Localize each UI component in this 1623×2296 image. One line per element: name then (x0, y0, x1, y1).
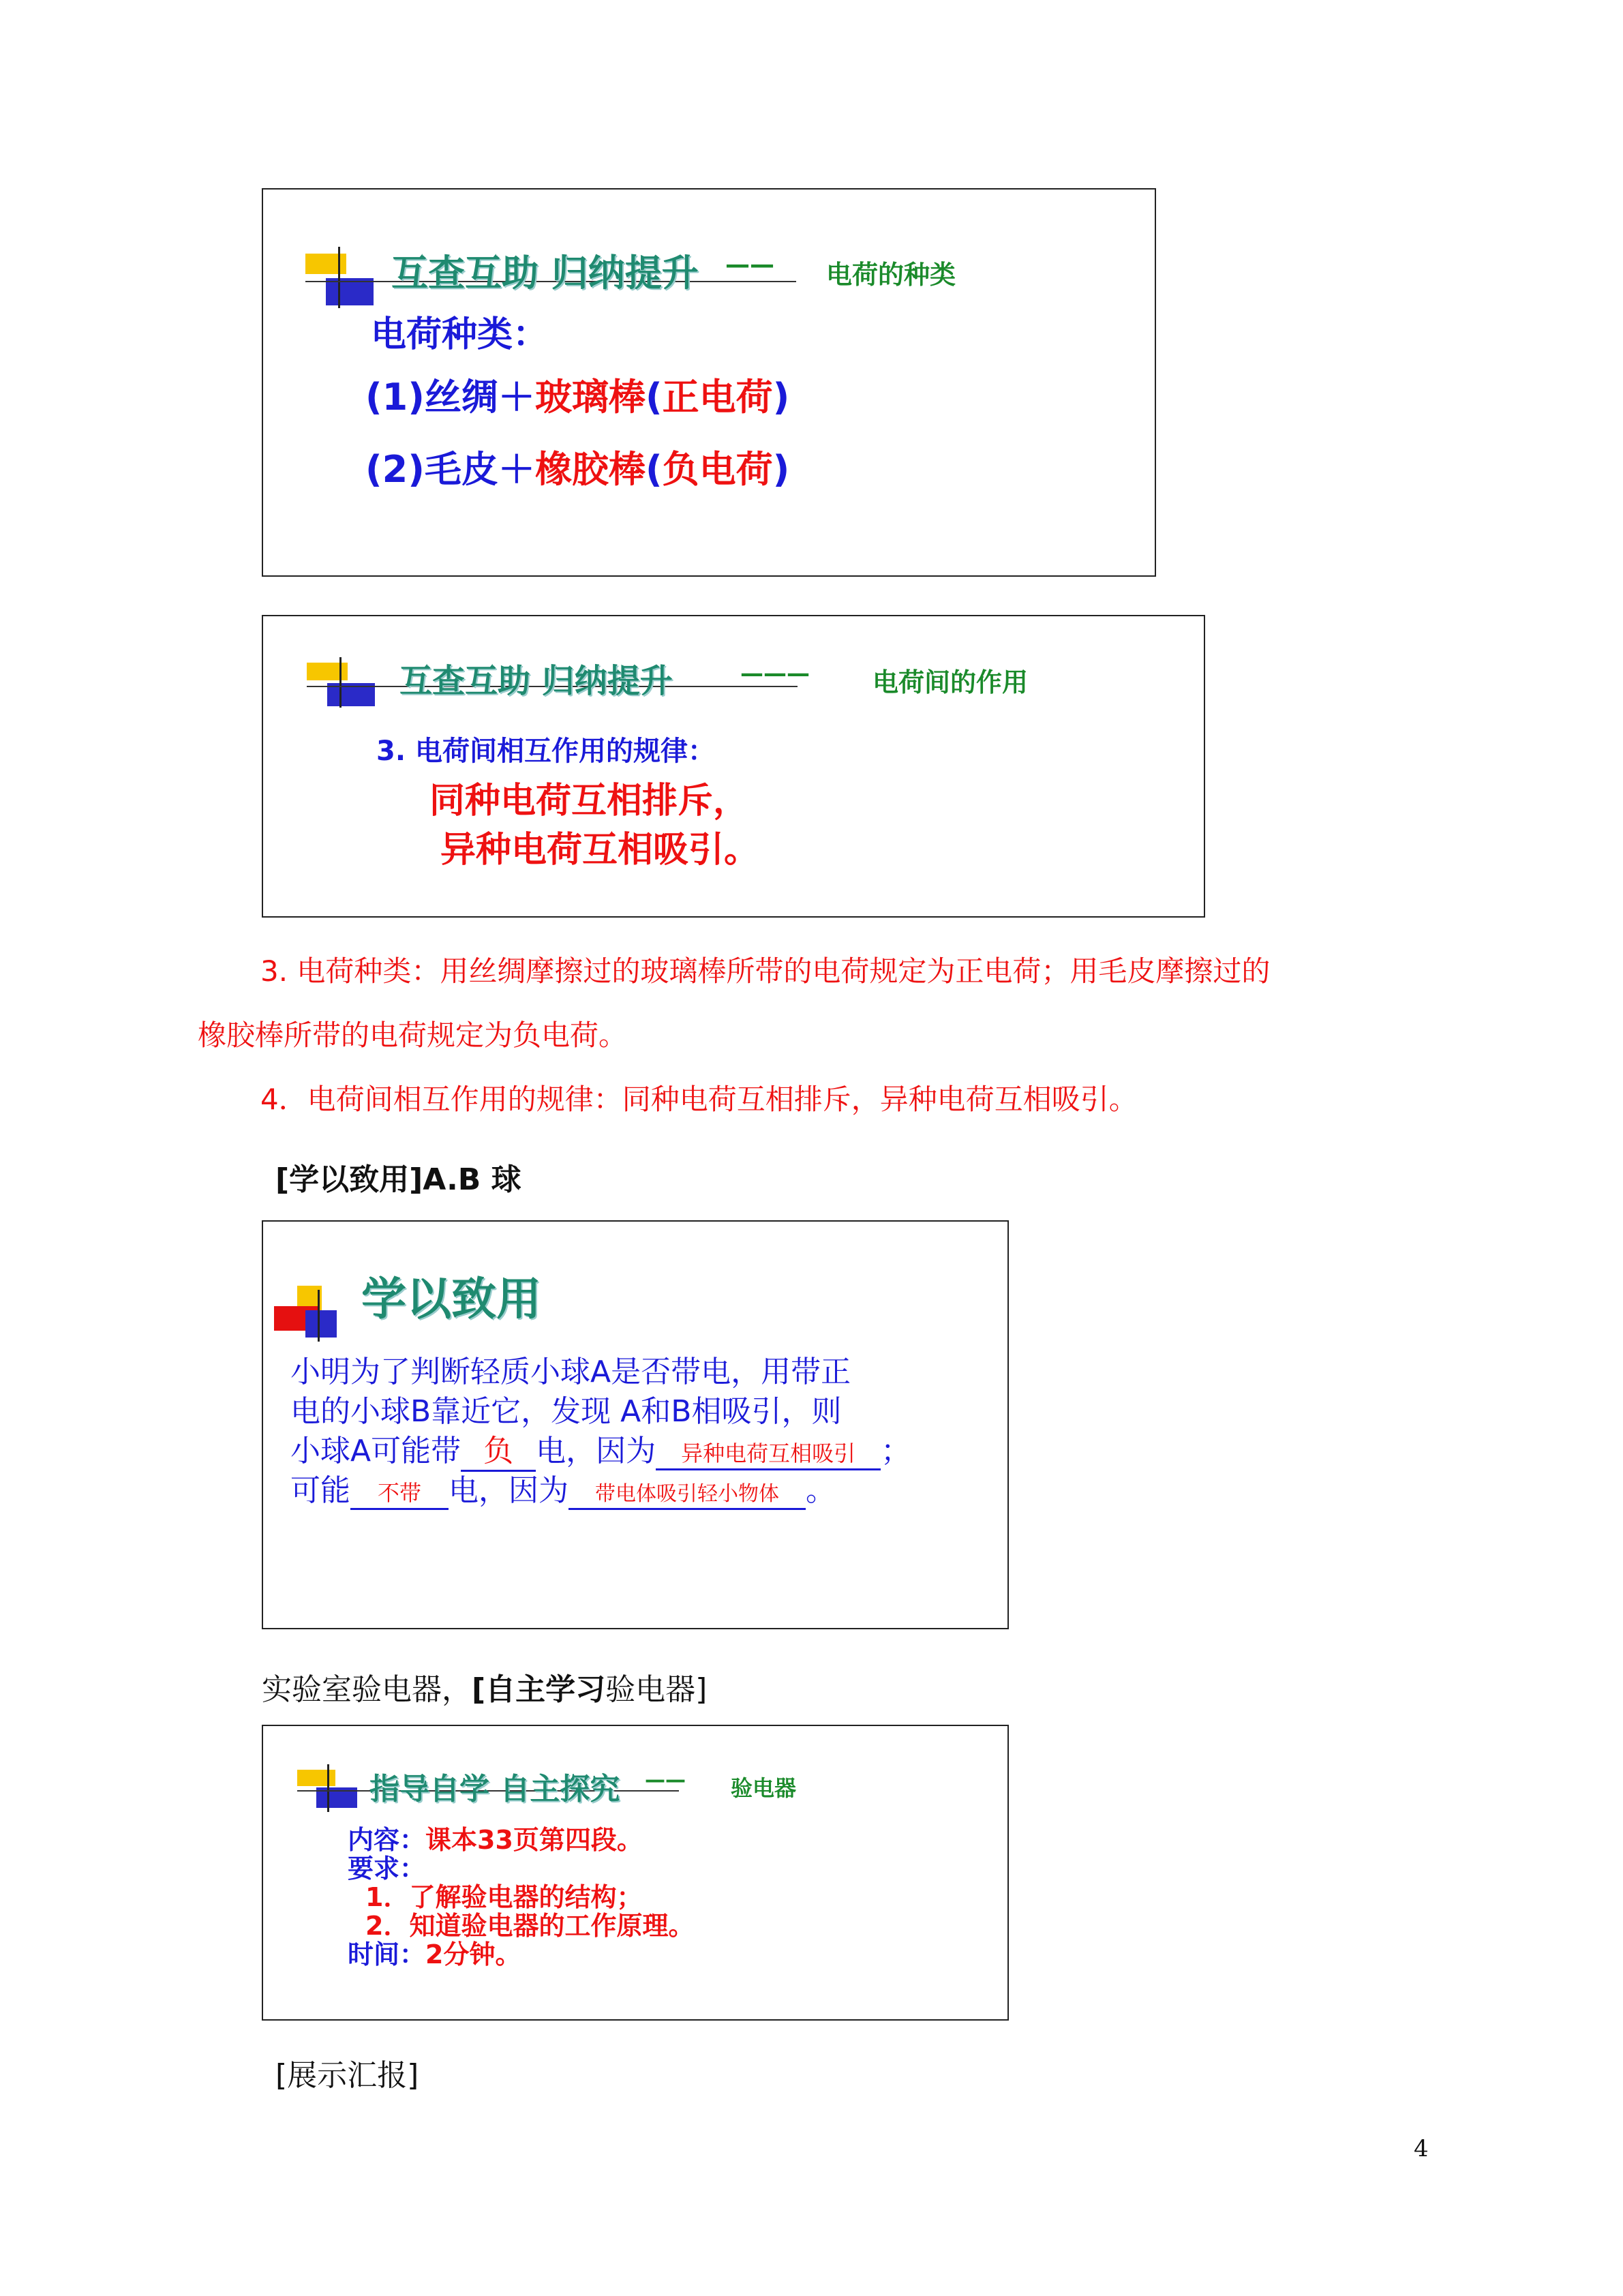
content-value: 课本33页第四段。 (425, 1825, 643, 1855)
answer-blank-3 (350, 1473, 449, 1510)
requirements-label: 要求： (348, 1854, 426, 1884)
paragraph-3-line-1: 3. 电荷种类：用丝绸摩擦过的玻璃棒所带的电荷规定为正电荷；用毛皮摩擦过的 (260, 954, 1271, 988)
line-2-part-b: 橡胶棒 (534, 448, 646, 491)
time-value: 2分钟。 (425, 1939, 521, 1969)
slide-apply (262, 1220, 1009, 1629)
q4-text-c: 。 (806, 1473, 836, 1508)
slide-subtitle: 验电器 (731, 1775, 797, 1801)
answer-blank-4 (568, 1473, 806, 1510)
slide-title: 互查互助 归纳提升 (399, 662, 673, 700)
line-2-paren-open: ( (645, 448, 663, 491)
slide-charge-interaction (262, 615, 1205, 918)
answer-blank-1 (461, 1426, 536, 1472)
q4-text-b: 电，因为 (449, 1473, 568, 1508)
paragraph-4: 4．电荷间相互作用的规律：同种电荷互相排斥，异种电荷互相吸引。 (260, 1083, 1138, 1116)
slide-charge-types (262, 188, 1156, 577)
requirement-1: 1．了解验电器的结构； (365, 1882, 643, 1912)
page-number: 4 (1414, 2135, 1429, 2162)
lab-text-a: 实验室验电器， (262, 1672, 472, 1707)
answer-1: 负 (483, 1434, 514, 1468)
q3-text-b: 电，因为 (536, 1434, 656, 1468)
heading: 电荷种类： (371, 314, 549, 355)
line-1-charge: 正电荷 (662, 376, 773, 419)
answer-2: 异种电荷互相吸引 (681, 1440, 856, 1466)
title-dash: ——— (740, 660, 810, 687)
title-dash: —— (645, 1768, 686, 1792)
logo-deco (297, 1770, 372, 1824)
question-line-2: 电的小球B靠近它，发现 A和B相吸引，则 (290, 1394, 842, 1429)
rule-line-1: 同种电荷互相排斥， (429, 781, 749, 821)
time-label: 时间： (348, 1939, 426, 1969)
slide-subtitle: 电荷的种类 (826, 260, 956, 290)
q3-text-c: ； (881, 1434, 911, 1468)
learn-heading: [学以致用]A.B 球 (275, 1162, 521, 1197)
slide-title: 指导自学 自主探究 (369, 1772, 620, 1807)
line-1-paren-close: ) (772, 376, 790, 419)
lab-self-study: 自主学习 (485, 1672, 606, 1707)
content-label: 内容： (348, 1825, 426, 1855)
lab-text-d: 验电器] (605, 1672, 708, 1707)
line-2-paren-close: ) (772, 448, 790, 491)
slide-title: 学以致用 (361, 1272, 541, 1325)
line-1-part-b: 玻璃棒 (534, 376, 646, 419)
report-heading: [展示汇报] (275, 2058, 419, 2093)
answer-4: 带电体吸引轻小物体 (595, 1482, 779, 1506)
line-2-charge: 负电荷 (662, 448, 773, 491)
question-line-3 (290, 1426, 911, 1472)
requirement-2: 2．知道验电器的工作原理。 (365, 1911, 695, 1941)
answer-blank-2 (656, 1434, 881, 1470)
line-1-paren-open: ( (645, 376, 663, 419)
line-1 (365, 368, 789, 421)
line-1-part-a: (1)丝绸＋ (365, 376, 535, 419)
question-line-1: 小明为了判断轻质小球A是否带电，用带正 (290, 1355, 851, 1389)
lab-line (262, 1665, 707, 1708)
question-line-4 (290, 1466, 836, 1510)
logo-deco (274, 1286, 342, 1347)
paragraph-3-line-2: 橡胶棒所带的电荷规定为负电荷。 (198, 1018, 628, 1052)
q4-text-a: 可能 (290, 1473, 350, 1508)
logo-deco (305, 254, 380, 315)
rule-line-2: 异种电荷互相吸引。 (440, 830, 760, 871)
q3-text-a: 小球A可能带 (290, 1434, 461, 1468)
slide-title: 互查互助 归纳提升 (391, 251, 699, 294)
lab-bracket: [ (472, 1672, 486, 1707)
line-2-part-a: (2)毛皮＋ (365, 448, 535, 491)
answer-3: 不带 (377, 1480, 421, 1506)
slide-self-study (262, 1725, 1009, 2021)
time-line (348, 1933, 521, 1971)
logo-deco (307, 663, 382, 724)
title-dash: —— (725, 251, 774, 279)
slide-subtitle: 电荷间的作用 (873, 667, 1029, 697)
rule-heading: 3. 电荷间相互作用的规律： (376, 736, 715, 767)
line-2 (365, 440, 789, 493)
